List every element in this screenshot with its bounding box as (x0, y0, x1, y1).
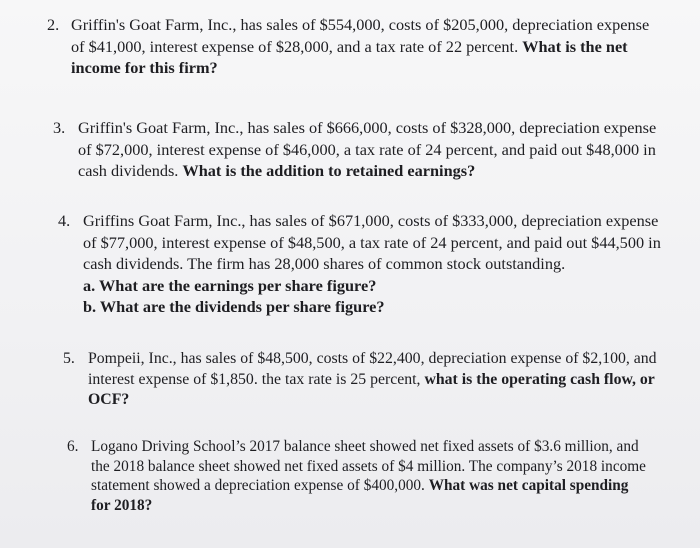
problem-line: the 2018 balance sheet showed net fixed assets of $4 million. The company’s 2018 income (91, 457, 646, 475)
question-text: OCF? (88, 391, 130, 408)
question-text: What is the net (522, 36, 628, 56)
problem-line (91, 476, 646, 496)
problem-line-text: of $41,000, interest expense of $28,000, and a tax rate of 22 percent. (71, 36, 523, 56)
problem-number: 2. (47, 15, 60, 34)
problem-line (78, 160, 656, 182)
question-text: What is the addition to retained earnings? (182, 161, 476, 180)
question-part-b: b. What are the dividends per share figure? (83, 297, 385, 316)
problem-text (78, 117, 656, 182)
question-text: what is the operating cash flow, or (424, 370, 655, 388)
problem-line: of $72,000, interest expense of $46,000, a tax rate of 24 percent, and paid out $48,000 in (78, 139, 656, 159)
problem-number: 6. (67, 438, 79, 455)
problem-number: 3. (53, 118, 66, 137)
problem-line: Pompeii, Inc., has sales of $48,500, costs of $22,400, depreciation expense of $2,100, and (88, 350, 657, 367)
problem-line-text: cash dividends. (78, 161, 183, 180)
problem-line: cash dividends. The firm has 28,000 shares of common stock outstanding. (83, 254, 566, 273)
problem-text (83, 210, 661, 318)
question-text: for 2018? (91, 496, 153, 514)
problem-line-text: statement showed a depreciation expense of $400,000. (91, 477, 429, 495)
question-text: What was net capital spending (428, 477, 629, 495)
problem-text (71, 14, 649, 79)
problem-text (88, 349, 657, 411)
problem-number: 5. (63, 350, 75, 367)
problem-line (88, 370, 657, 391)
problem-line (71, 36, 649, 58)
problem-line: Griffin's Goat Farm, Inc., has sales of $554,000, costs of $205,000, depreciation expense (71, 15, 650, 34)
question-part-a: a. What are the earnings per share figure? (83, 275, 377, 295)
problem-line: Griffin's Goat Farm, Inc., has sales of $666,000, costs of $328,000, depreciation expense (78, 118, 657, 137)
problem-number: 4. (58, 211, 71, 230)
problem-line: Griffins Goat Farm, Inc., has sales of $671,000, costs of $333,000, depreciation expense (83, 211, 659, 230)
problem-line: of $77,000, interest expense of $48,500, a tax rate of 24 percent, and paid out $44,500 in (83, 232, 661, 252)
problem-line-text: interest expense of $1,850. the tax rate is 25 percent, (88, 370, 425, 388)
problem-line: Logano Driving School’s 2017 balance sheet showed net fixed assets of $3.6 million, and (91, 438, 639, 455)
question-text: income for this firm? (71, 58, 218, 77)
problem-text (91, 437, 646, 515)
